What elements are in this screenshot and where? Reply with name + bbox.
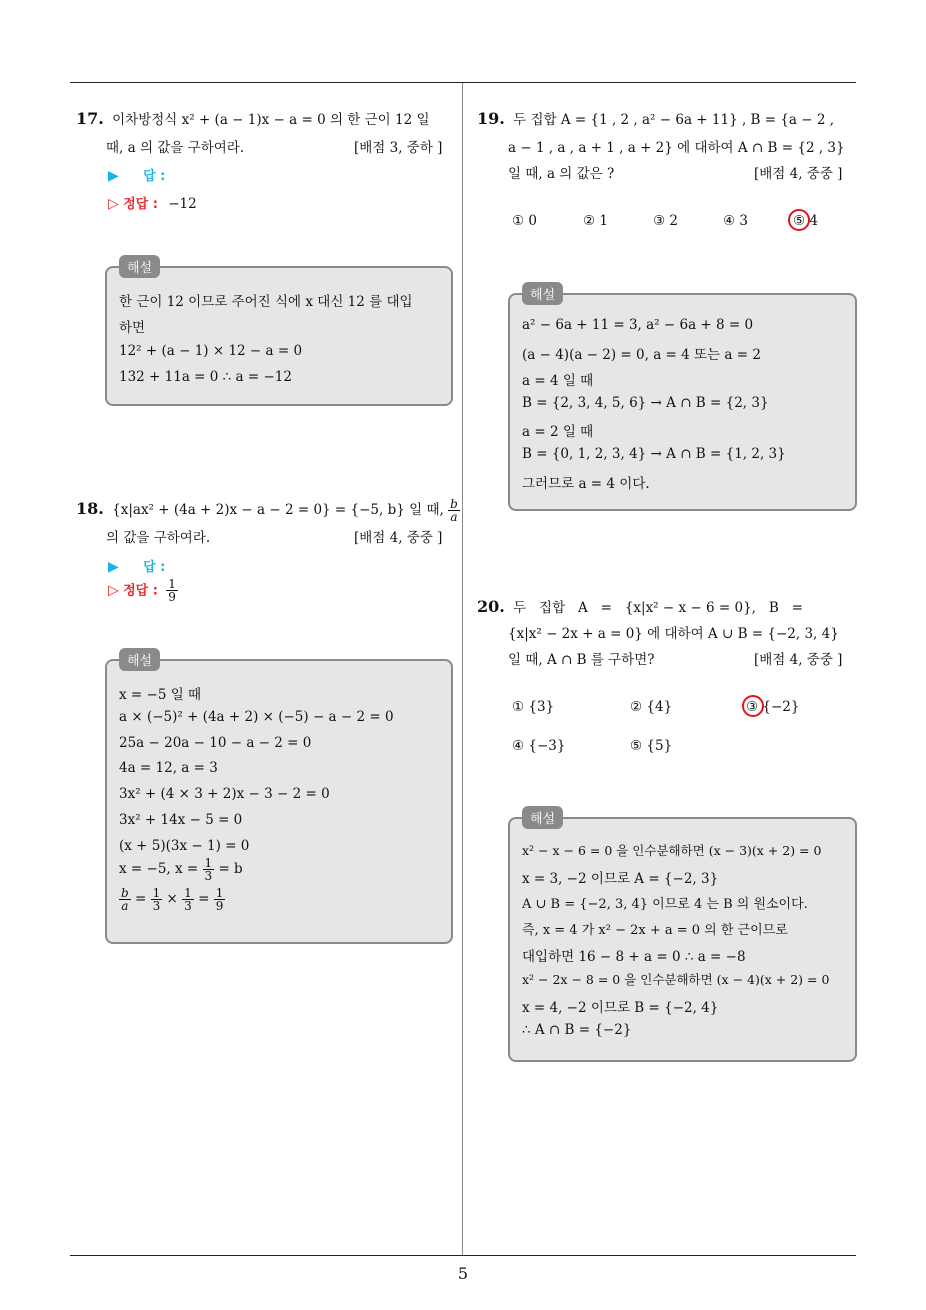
selected-answer-circle-icon bbox=[742, 695, 764, 717]
explanation-line: B = {2, 3, 4, 5, 6} → A ∩ B = {2, 3} bbox=[522, 395, 769, 411]
answer-row bbox=[108, 165, 165, 184]
question-text-line2: 때, a 의 값을 구하여라. bbox=[106, 140, 245, 156]
explanation-line: 3x² + 14x − 5 = 0 bbox=[119, 812, 243, 828]
explanation-line: x = −5, x = $\frac{1}{3}$ = b bbox=[119, 856, 243, 883]
explanation-tab: 해설 bbox=[522, 282, 563, 305]
question-text-line3: 일 때, a 의 값은 ? bbox=[508, 166, 615, 182]
question-number: 20. bbox=[477, 597, 505, 616]
choice-2[interactable]: ② {4} bbox=[630, 699, 673, 715]
choice-2[interactable]: ② 1 bbox=[583, 213, 608, 229]
fraction: $\frac{1}{3}$ bbox=[204, 856, 213, 883]
triangle-outline-icon: ▷ bbox=[108, 196, 119, 212]
choice-5[interactable]: ⑤ {5} bbox=[630, 738, 673, 754]
correct-answer-row bbox=[108, 193, 197, 212]
choice-3[interactable]: ③ 2 bbox=[653, 213, 678, 229]
triangle-outline-icon: ▷ bbox=[108, 582, 119, 599]
choice-1[interactable]: ① {3} bbox=[512, 699, 555, 715]
question-text-line2: {x|x² − 2x + a = 0} 에 대하여 A ∪ B = {−2, 3, 4} bbox=[508, 626, 839, 642]
explanation-line: x = 4, −2 이므로 B = {−2, 4} bbox=[522, 1000, 719, 1016]
score-difficulty: [배점 3, 중하 ] bbox=[354, 140, 443, 156]
fraction: $\frac{1}{9}$ bbox=[215, 886, 224, 913]
choice-4[interactable]: ④ 3 bbox=[723, 213, 748, 229]
explanation-box bbox=[105, 654, 453, 944]
choice-1[interactable]: ① 0 bbox=[512, 213, 537, 229]
explanation-line: x² − 2x − 8 = 0 을 인수분해하면 (x − 4)(x + 2) = 0 bbox=[522, 972, 830, 987]
correct-answer-row bbox=[108, 578, 178, 603]
fraction: $\frac{1}{3}$ bbox=[184, 886, 192, 913]
explanation-line: 132 + 11a = 0 ∴ a = −12 bbox=[119, 369, 292, 385]
score-difficulty: [배점 4, 중중 ] bbox=[754, 652, 843, 668]
explanation-line: 하면 bbox=[119, 320, 146, 336]
explanation-line: (a − 4)(a − 2) = 0, a = 4 또는 a = 2 bbox=[522, 347, 761, 363]
play-icon: ▶ bbox=[108, 559, 119, 575]
top-rule bbox=[70, 82, 856, 83]
fraction-b-over-a: $\frac{b}{a}$ bbox=[450, 497, 458, 524]
question-text-line3: 일 때, A ∩ B 를 구하면? bbox=[508, 652, 655, 668]
explanation-line: 25a − 20a − 10 − a − 2 = 0 bbox=[119, 735, 312, 751]
explanation-box bbox=[508, 812, 857, 1062]
explanation-line: B = {0, 1, 2, 3, 4} → A ∩ B = {1, 2, 3} bbox=[522, 446, 786, 462]
explanation-line: A ∪ B = {−2, 3, 4} 이므로 4 는 B 의 원소이다. bbox=[522, 897, 808, 912]
explanation-line: a = 4 일 때 bbox=[522, 373, 594, 389]
question-number: 17. bbox=[76, 109, 104, 128]
answer-label: 답 : bbox=[143, 560, 166, 575]
page-number: 5 bbox=[457, 1264, 469, 1283]
explanation-box bbox=[508, 288, 857, 511]
choice-4[interactable]: ④ {−3} bbox=[512, 738, 566, 754]
question-text: 두 집합 A = {x|x² − x − 6 = 0}, B = bbox=[513, 600, 803, 616]
correct-answer-value: −12 bbox=[168, 196, 197, 212]
bottom-rule bbox=[70, 1255, 856, 1256]
column-divider bbox=[462, 83, 463, 1255]
explanation-line: a × (−5)² + (4a + 2) × (−5) − a − 2 = 0 bbox=[119, 709, 394, 725]
selected-answer-circle-icon bbox=[788, 209, 810, 231]
question-text-line2: a − 1 , a , a + 1 , a + 2} 에 대하여 A ∩ B = {2 , 3} bbox=[508, 140, 845, 156]
explanation-line: a² − 6a + 11 = 3, a² − 6a + 8 = 0 bbox=[522, 317, 754, 333]
explanation-box bbox=[105, 261, 453, 406]
explanation-line: x² − x − 6 = 0 을 인수분해하면 (x − 3)(x + 2) = 0 bbox=[522, 843, 822, 858]
score-difficulty: [배점 4, 중중 ] bbox=[354, 530, 443, 546]
explanation-tab: 해설 bbox=[119, 648, 160, 671]
explanation-line: (x + 5)(3x − 1) = 0 bbox=[119, 838, 250, 854]
question-number: 18. bbox=[76, 499, 104, 518]
explanation-line: 즉, x = 4 가 x² − 2x + a = 0 의 한 근이므로 bbox=[522, 923, 788, 938]
choice-3[interactable]: ③ {−2} bbox=[746, 699, 800, 715]
explanation-tab: 해설 bbox=[522, 806, 563, 829]
explanation-line: 대입하면 16 − 8 + a = 0 ∴ a = −8 bbox=[522, 949, 746, 965]
play-icon: ▶ bbox=[108, 168, 119, 184]
correct-answer-label: 정답 : bbox=[123, 583, 158, 599]
score-difficulty: [배점 4, 중중 ] bbox=[754, 166, 843, 182]
answer-row bbox=[108, 556, 165, 575]
question-text: {x|ax² + (4a + 2)x − a − 2 = 0} = {−5, b} 일 때, bbox=[112, 502, 444, 518]
explanation-line: $\frac{b}{a}$ = $\frac{1}{3}$ × $\frac{1}{3}$ = $\frac{1}{9}$ bbox=[121, 886, 224, 913]
correct-answer-fraction: $\frac{1}{9}$ bbox=[168, 577, 176, 604]
explanation-line: 12² + (a − 1) × 12 − a = 0 bbox=[119, 343, 303, 359]
fraction: $\frac{1}{3}$ bbox=[152, 886, 161, 913]
explanation-line: 3x² + (4 × 3 + 2)x − 3 − 2 = 0 bbox=[119, 786, 330, 802]
explanation-line: x = −5 일 때 bbox=[119, 687, 202, 703]
explanation-line: 4a = 12, a = 3 bbox=[119, 760, 218, 776]
question-text-line2: 의 값을 구하여라. bbox=[106, 530, 211, 546]
choice-5[interactable]: ⑤ 4 bbox=[793, 213, 818, 229]
question-text: 두 집합 A = {1 , 2 , a² − 6a + 11} , B = {a − 2 , bbox=[513, 112, 835, 128]
answer-label: 답 : bbox=[143, 169, 166, 184]
fraction: $\frac{b}{a}$ bbox=[121, 886, 129, 913]
explanation-line: 한 근이 12 이므로 주어진 식에 x 대신 12 를 대입 bbox=[119, 294, 413, 310]
explanation-line: x = 3, −2 이므로 A = {−2, 3} bbox=[522, 871, 719, 887]
explanation-line: 그러므로 a = 4 이다. bbox=[522, 476, 650, 492]
explanation-tab: 해설 bbox=[119, 255, 160, 278]
question-text: 이차방정식 x² + (a − 1)x − a = 0 의 한 근이 12 일 bbox=[112, 112, 430, 128]
explanation-line: ∴ A ∩ B = {−2} bbox=[522, 1022, 632, 1038]
correct-answer-label: 정답 : bbox=[123, 197, 158, 212]
question-number: 19. bbox=[477, 109, 505, 128]
explanation-line: a = 2 일 때 bbox=[522, 424, 594, 440]
